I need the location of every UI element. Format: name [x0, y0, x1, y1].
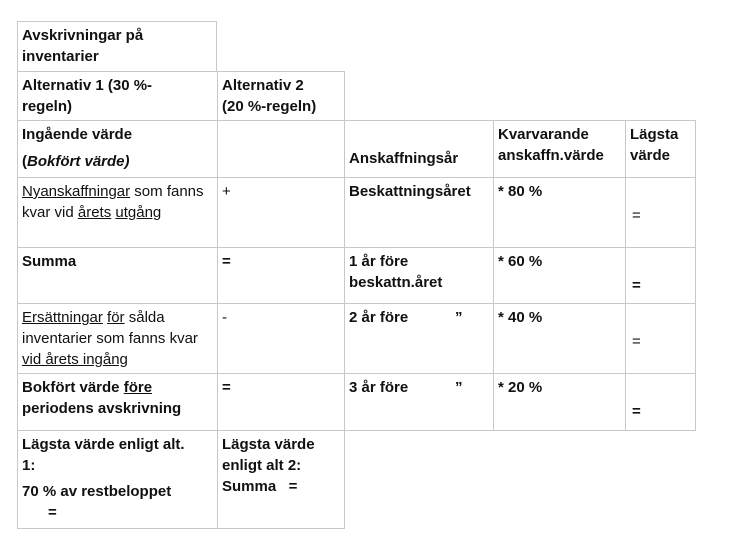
row3-factor: * 40 %: [498, 309, 543, 326]
header-lagsta-cell: [625, 120, 696, 178]
footer-alt1-line3: 70 % av restbeloppet: [22, 483, 172, 500]
row1-sign: +: [222, 183, 231, 200]
row4-year-line1: 3 år före: [349, 379, 409, 396]
footer-alt2-line3: Summa =: [222, 478, 298, 495]
alt2-header-cell: [217, 71, 345, 121]
title-line2: inventarier: [22, 48, 99, 65]
row2-year-line2: beskattn.året: [349, 274, 443, 291]
row2-eq-cell: [625, 247, 696, 304]
footer-alt1-cell: [17, 430, 218, 529]
header-kvarvarande-line1: Kvarvarande: [498, 126, 589, 143]
row3-sign: -: [222, 309, 227, 326]
header-sign-cell: [217, 120, 345, 178]
row1-arets: årets: [77, 204, 112, 221]
row3-ersattningar: Ersättningar: [22, 309, 103, 326]
row1-eq: =: [632, 207, 641, 224]
row3-text-a: sålda: [124, 309, 165, 326]
row3-text-b: inventarier som fanns: [22, 330, 170, 347]
header-lagsta-line2: värde: [630, 147, 671, 164]
row2-sign: =: [222, 253, 231, 270]
footer-alt2-cell: [217, 430, 345, 529]
row1-text-b: fanns kvar vid: [22, 183, 204, 221]
row1-sign-cell: [217, 177, 345, 248]
ingaende-italic: Bokfört värde): [27, 153, 130, 170]
alt2-header-line2: (20 %-regeln): [222, 98, 317, 115]
title-line1: Avskrivningar på: [22, 27, 144, 44]
row1-factor-cell: [493, 177, 626, 248]
row3-text-c: kvar: [169, 330, 198, 347]
ingaende-cell: [17, 120, 218, 178]
row3-eq-cell: [625, 303, 696, 374]
footer-alt1-line2: 1:: [22, 457, 36, 474]
footer-alt2-line2: enligt alt 2:: [222, 457, 302, 474]
row1-left-cell: [17, 177, 218, 248]
row4-text-a: Bokfört värde: [22, 379, 124, 396]
row3-eq: =: [632, 333, 641, 350]
ingaende-paren: (: [22, 153, 27, 170]
row1-text-a: som: [130, 183, 167, 200]
row2-eq: =: [632, 277, 641, 294]
row1-year-cell: [344, 177, 494, 248]
row2-sign-cell: [217, 247, 345, 304]
row4-fore: före: [123, 379, 153, 396]
row1-year-line1: Beskattningsåret: [349, 183, 471, 200]
row4-year-cell: [344, 373, 494, 431]
row1-factor: * 80 %: [498, 183, 543, 200]
title-cell: [17, 21, 217, 72]
alt2-header-line1: Alternativ 2: [222, 77, 304, 94]
header-kvarvarande-cell: [493, 120, 626, 178]
alt1-header-line1: Alternativ 1 (30 %-: [22, 77, 153, 94]
row4-left-cell: [17, 373, 218, 431]
row2-year-cell: [344, 247, 494, 304]
header-lagsta-line1: Lägsta: [630, 126, 679, 143]
row3-for: för: [107, 309, 125, 326]
row4-sign-cell: [217, 373, 345, 431]
row1-nyanskaffningar: Nyanskaffningar: [22, 183, 131, 200]
row2-factor-cell: [493, 247, 626, 304]
alt1-header-line2: regeln): [22, 98, 73, 115]
row2-factor: * 60 %: [498, 253, 543, 270]
row4-year-quote: ”: [455, 379, 463, 396]
row2-summa: Summa: [22, 253, 77, 270]
row3-year-quote: ”: [455, 309, 463, 326]
row3-factor-cell: [493, 303, 626, 374]
row2-left-cell: [17, 247, 218, 304]
row4-factor: * 20 %: [498, 379, 543, 396]
ingaende-line1: Ingående värde: [22, 126, 133, 143]
row4-factor-cell: [493, 373, 626, 431]
ingaende-line2: [22, 151, 213, 172]
row4-text-b: periodens avskrivning: [22, 400, 182, 417]
header-kvarvarande-line2: anskaffn.värde: [498, 147, 604, 164]
footer-alt1-eq: =: [48, 504, 57, 521]
row2-year-line1: 1 år före: [349, 253, 409, 270]
header-anskaffningsar: Anskaffningsår: [349, 150, 459, 167]
row1-eq-cell: [625, 177, 696, 248]
row4-eq: =: [632, 403, 641, 420]
row3-vid-arets-ingang: vid årets ingång: [22, 351, 128, 368]
row1-utgang: utgång: [115, 204, 162, 221]
alt1-header-cell: [17, 71, 218, 121]
row4-sign: =: [222, 379, 231, 396]
footer-alt2-line1: Lägsta värde: [222, 436, 315, 453]
row3-sign-cell: [217, 303, 345, 374]
row4-eq-cell: [625, 373, 696, 431]
row3-year-line1: 2 år före: [349, 309, 409, 326]
row3-year-cell: [344, 303, 494, 374]
header-anskaffningsar-cell: [344, 120, 494, 178]
row3-left-cell: [17, 303, 218, 374]
footer-alt1-line1: Lägsta värde enligt alt.: [22, 436, 185, 453]
